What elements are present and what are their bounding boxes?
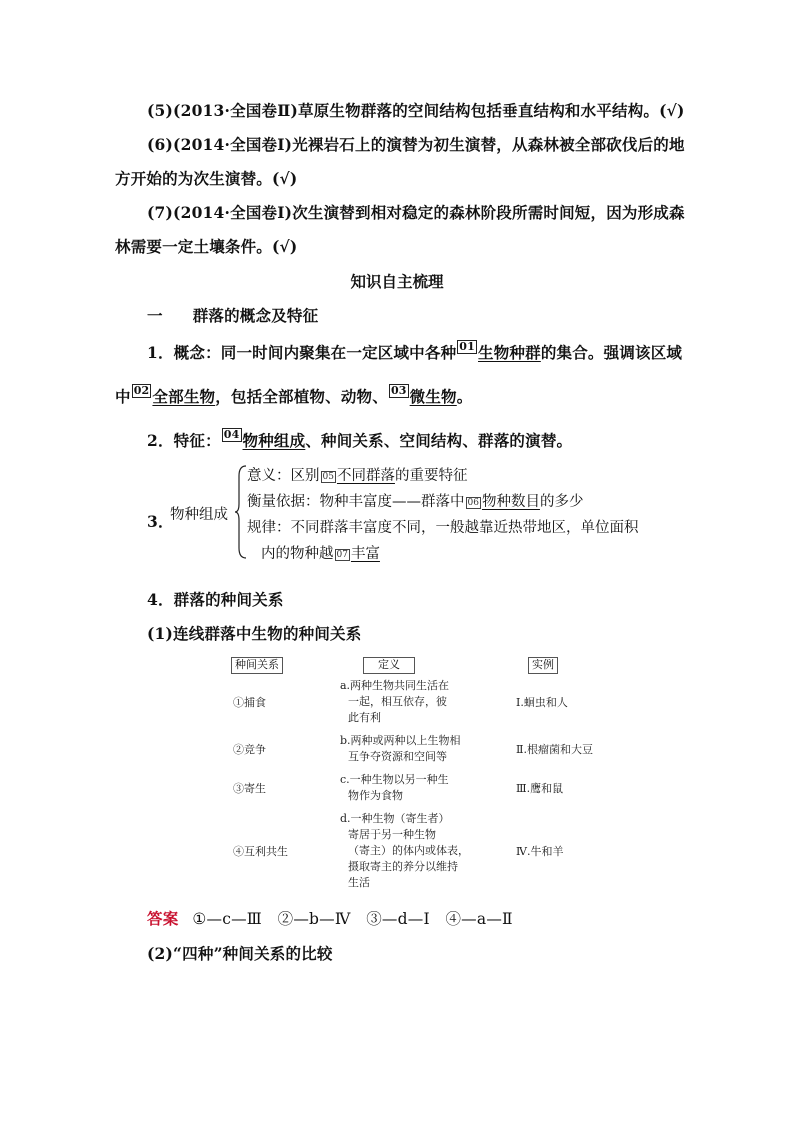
- left-item-3: ③寄生: [233, 782, 266, 795]
- composition-meaning: [247, 464, 467, 485]
- example-3: Ⅲ.鹰和鼠: [516, 782, 564, 795]
- definition-d: [340, 811, 469, 891]
- concept-mid: 的集合。强调该区域: [540, 343, 683, 362]
- answer-07: 丰富: [350, 546, 380, 562]
- blank-number-07: 07: [336, 550, 348, 560]
- blank-number-05: 05: [322, 472, 334, 482]
- answer-03: 微生物: [409, 387, 457, 406]
- blank-number-06: 06: [467, 498, 479, 508]
- section-title: 知识自主梳理: [350, 272, 444, 291]
- concept-line2a: 中: [115, 387, 131, 406]
- measure-text: 衡量依据：物种丰富度——群落中: [247, 494, 465, 510]
- part-heading: [147, 304, 318, 326]
- item-7-line1: (7)(2014·全国卷Ⅰ)次生演替到相对稳定的森林阶段所需时间短，因为形成森: [147, 203, 685, 222]
- brace-icon: [234, 464, 248, 560]
- header-relation: 种间关系: [231, 657, 283, 674]
- part-title: 群落的概念及特征: [192, 306, 319, 325]
- blank-number-02: 02: [133, 384, 150, 397]
- answer-label: 答案: [147, 909, 179, 928]
- def-a-line2: 一起，相互依存，彼: [348, 695, 447, 708]
- meaning-text: 意义：区别: [247, 468, 320, 484]
- meaning-tail: 的重要特征: [394, 468, 468, 484]
- composition-measure: [247, 490, 583, 511]
- relation-title: 4．群落的种间关系: [147, 590, 284, 609]
- example-1: Ⅰ.蛔虫和人: [516, 696, 568, 709]
- relation-sub1: (1)连线群落中生物的种间关系: [147, 624, 362, 643]
- concept-lead: 1．概念：同一时间内聚集在一定区域中各种: [147, 343, 457, 362]
- item-6-line2: 方开始的为次生演替。(√): [115, 169, 298, 188]
- feature-rest: 、种间关系、空间结构、群落的演替。: [305, 431, 573, 450]
- answer-04: 物种组成: [242, 431, 306, 450]
- relation-sub2: (2)“四种”种间关系的比较: [147, 944, 333, 963]
- feature-line: [147, 428, 572, 451]
- def-a-line1: a.两种生物共同生活在: [340, 679, 450, 692]
- def-b-line1: b.两种或两种以上生物相: [340, 734, 461, 747]
- answer-line: [147, 907, 513, 929]
- def-d-line2: 寄居于另一种生物: [348, 828, 436, 841]
- item-5: (5)(2013·全国卷Ⅱ)草原生物群落的空间结构包括垂直结构和水平结构。(√): [147, 101, 685, 120]
- example-4: Ⅳ.牛和羊: [516, 845, 564, 858]
- part-number: 一: [147, 306, 163, 325]
- left-item-4: ④互利共生: [233, 845, 288, 858]
- answer-02: 全部生物: [152, 387, 216, 406]
- composition-rule: 规律：不同群落丰富度不同，一般越靠近热带地区，单位面积: [247, 520, 639, 536]
- answer-05: 不同群落: [336, 468, 395, 484]
- left-item-1: ①捕食: [233, 696, 266, 709]
- composition-rule-line2: [261, 542, 380, 563]
- measure-tail: 的多少: [539, 494, 584, 510]
- concept-line2: [115, 384, 472, 407]
- item-6-line1: (6)(2014·全国卷Ⅰ)光裸岩石上的演替为初生演替，从森林被全部砍伐后的地: [147, 135, 685, 154]
- blank-number-03: 03: [390, 384, 407, 397]
- blank-number-04: 04: [223, 428, 240, 441]
- feature-lead: 2．特征：: [147, 431, 221, 450]
- definition-a: [340, 678, 449, 726]
- item-7-line2: 林需要一定土壤条件。(√): [115, 237, 298, 256]
- blank-number-01: 01: [459, 340, 476, 353]
- left-item-2: ②竞争: [233, 743, 266, 756]
- example-2: Ⅱ.根瘤菌和大豆: [516, 743, 593, 756]
- answer-01: 生物种群: [478, 343, 541, 362]
- concept-line1: [147, 340, 682, 363]
- header-example: 实例: [528, 657, 558, 674]
- concept-end: 。: [456, 387, 473, 406]
- concept-line2b: ，包括全部植物、动物、: [215, 387, 388, 406]
- answer-text: ①—c—Ⅲ ②—b—Ⅳ ③—d—Ⅰ ④—a—Ⅱ: [192, 910, 513, 928]
- def-d-line4: 摄取寄主的养分以维持: [348, 860, 458, 873]
- def-d-line5: 生活: [348, 876, 370, 889]
- composition-label: 物种组成: [170, 507, 228, 523]
- header-definition: 定义: [363, 657, 415, 674]
- def-d-line1: d.一种生物（寄生者）: [340, 812, 450, 825]
- def-d-line3: （寄主）的体内或体表，: [348, 844, 469, 857]
- def-c-line2: 物作为食物: [348, 789, 403, 802]
- definition-b: [340, 733, 461, 765]
- answer-06: 物种数目: [481, 494, 540, 510]
- def-b-line2: 互争夺资源和空间等: [348, 750, 447, 763]
- rule-tail-text: 内的物种越: [261, 546, 334, 562]
- def-a-line3: 此有利: [348, 711, 381, 724]
- def-c-line1: c.一种生物以另一种生: [340, 773, 449, 786]
- definition-c: [340, 772, 449, 804]
- composition-number: 3．: [147, 512, 174, 531]
